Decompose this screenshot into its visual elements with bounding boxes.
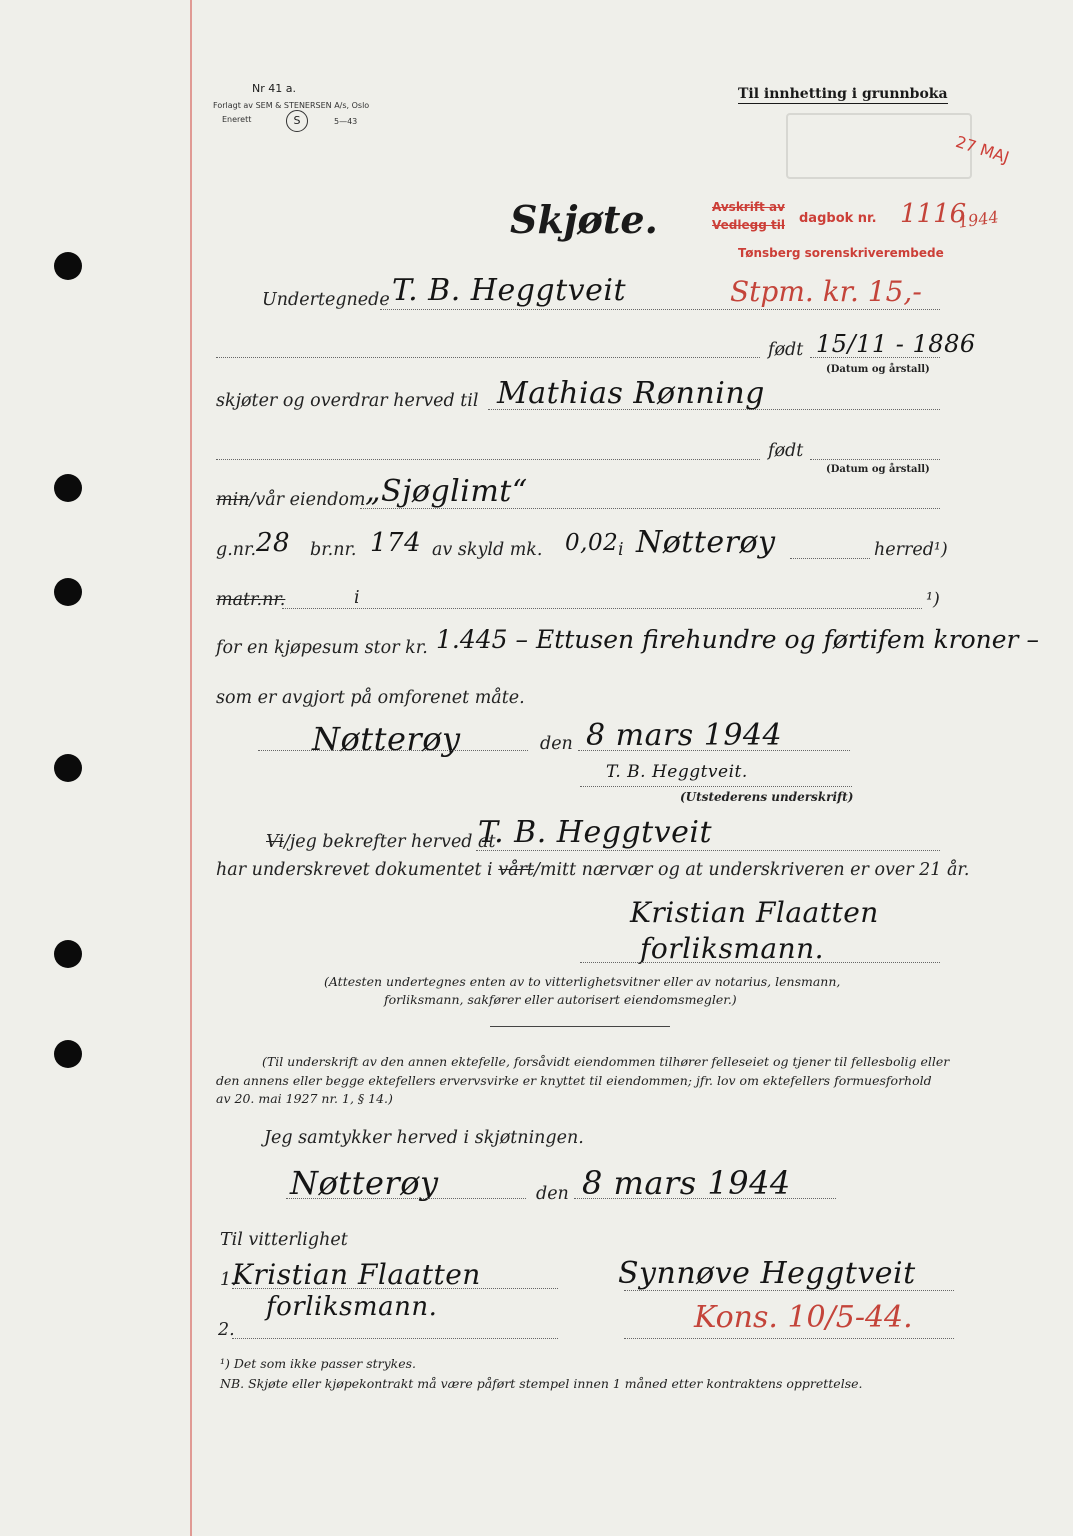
binder-hole (54, 1040, 82, 1068)
date-2: 8 mars 1944 (582, 1164, 791, 1202)
witness-1-name: Kristian Flaatten (232, 1258, 481, 1291)
binder-hole (54, 252, 82, 280)
dotted-line (232, 1288, 558, 1289)
witness-1-title: forliksmann. (266, 1292, 438, 1322)
avgjort-text: som er avgjort på omforenet måte. (216, 688, 525, 708)
dotted-line (580, 962, 940, 963)
binder-hole (54, 754, 82, 782)
dagbok-number: 1116 (900, 199, 967, 229)
footnote-2: NB. Skjøte eller kjøpekontrakt må være påført stempel innen 1 måned etter kontraktens opprettelse. (220, 1376, 863, 1391)
buyer-name: Mathias Rønning (497, 376, 765, 411)
dagbok-stamp-label: dagbok nr. (799, 211, 877, 226)
gnr-value: 28 (256, 528, 291, 558)
brnr-label: br.nr. (310, 540, 357, 560)
underskrevet-line (216, 860, 969, 880)
dagbok-stamp-line2: Vedlegg til (712, 218, 785, 232)
faded-stamp-box (786, 113, 972, 179)
stamp-fee: Stpm. kr. 15,- (730, 275, 922, 308)
dagbok-stamp-line1: Avskrift av (712, 200, 785, 214)
attest-note-2: forliksmann, sakfører eller autorisert eiendomsmegler.) (384, 992, 737, 1007)
herred-label: herred¹) (874, 540, 948, 560)
witness-signature-1: Kristian Flaatten (630, 896, 879, 929)
footnote-1: ¹) Det som ikke passer strykes. (220, 1356, 417, 1371)
dotted-line (216, 459, 760, 460)
brnr-value: 174 (370, 528, 422, 558)
skyld-value: 0,02 (565, 530, 619, 556)
skjoter-label: skjøter og overdrar herved til (216, 391, 479, 411)
vitterlighet-label: Til vitterlighet (220, 1230, 348, 1250)
form-number: Nr 41 a. (252, 82, 296, 95)
separator-rule (490, 1026, 670, 1027)
eiendom-struck: min (216, 490, 250, 510)
publisher-rights: Enerett (222, 115, 252, 124)
dagbok-year: 1944 (956, 207, 1000, 232)
spouse-note-3: av 20. mai 1927 nr. 1, § 14.) (216, 1091, 393, 1106)
dotted-line (258, 750, 528, 751)
dotted-line (286, 1198, 526, 1199)
samtykker-text: Jeg samtykker herved i skjøtningen. (264, 1128, 584, 1148)
matr-label: matr.nr. (216, 590, 286, 610)
property-name: „Sjøglimt“ (365, 474, 528, 509)
datum-caption: (Datum og årstall) (826, 464, 930, 475)
dotted-line (580, 786, 852, 787)
underskrevet-struck: vårt (498, 860, 534, 880)
matr-end: ¹) (926, 590, 940, 610)
publisher-logo: S (286, 110, 308, 132)
dotted-line (282, 608, 922, 609)
place-2: Nøtterøy (290, 1164, 439, 1202)
witness-2-label: 2. (218, 1320, 235, 1340)
spouse-note-2: den annens eller begge ektefellers ervervsvirke er knyttet til eiendommen; jfr. lov om ektefellers formuesforhold (216, 1073, 932, 1088)
dotted-line (790, 558, 870, 559)
dotted-line (624, 1290, 954, 1291)
den-label: den (536, 1184, 569, 1204)
dotted-line (476, 850, 940, 851)
bekrefter-struck: Vi (266, 832, 284, 852)
fodt-label: født (768, 441, 804, 461)
fodt-label: født (768, 340, 804, 360)
attest-note-1: (Attesten undertegnes enten av to vitterlighetsvitner eller av notarius, lensmann, (324, 974, 841, 989)
binder-hole (54, 940, 82, 968)
underskrevet-text-2: /mitt nærvær og at underskriveren er over 21 år. (533, 860, 970, 880)
gnr-label: g.nr. (216, 540, 257, 560)
undertegnede-label: Undertegnede (262, 290, 390, 310)
spouse-red-note: Kons. 10/5-44. (694, 1300, 913, 1335)
seller-caption: (Utstederens underskrift) (680, 790, 854, 804)
spouse-signature: Synnøve Heggtveit (618, 1256, 916, 1291)
i-label: i (618, 540, 624, 560)
bekrefter-text: /jeg bekrefter herved at (283, 832, 496, 852)
date-1: 8 mars 1944 (586, 718, 783, 753)
skyld-label: av skyld mk. (432, 540, 543, 560)
dotted-line (232, 1338, 558, 1339)
right-heading: Til innhetting i grunnboka (738, 86, 948, 102)
seller-birthdate: 15/11 - 1886 (816, 330, 976, 358)
den-label: den (540, 734, 573, 754)
seller-signature: T. B. Heggtveit. (606, 762, 748, 782)
underskrevet-text-1: har underskrevet dokumentet i (216, 860, 493, 880)
herred-value: Nøtterøy (636, 525, 776, 560)
publisher-line: Forlagt av SEM & STENERSEN A/s, Oslo (213, 101, 370, 110)
form-date: 5—43 (334, 117, 358, 126)
binder-hole (54, 474, 82, 502)
witness-1-label: 1. (220, 1270, 237, 1290)
datum-caption: (Datum og årstall) (826, 364, 930, 375)
witness-signature-2: forliksmann. (640, 932, 825, 965)
bekrefter-name: T. B. Heggtveit (478, 815, 713, 850)
kjopesum-label: for en kjøpesum stor kr. (216, 638, 428, 658)
date-stamp: 27 MAJ (953, 131, 1012, 168)
office-stamp: Tønsberg sorenskriverembede (738, 246, 944, 260)
bekrefter-label (266, 832, 496, 852)
eiendom-text: /vår eiendom (249, 490, 366, 510)
place-1: Nøtterøy (312, 720, 461, 758)
dotted-line (624, 1338, 954, 1339)
margin-line (190, 0, 192, 1536)
dotted-line (216, 357, 760, 358)
document-title: Skjøte. (510, 197, 658, 242)
eiendom-label (216, 490, 366, 510)
matr-i: i (354, 588, 360, 608)
binder-hole (54, 578, 82, 606)
kjopesum-value: 1.445 – Ettusen firehundre og førtifem kroner – (436, 625, 1039, 654)
dotted-line (810, 459, 940, 460)
spouse-note-1: (Til underskrift av den annen ektefelle, forsåvidt eiendommen tilhører felleseiet og tjener til fellesbolig eller (262, 1054, 950, 1069)
dotted-line (380, 309, 940, 310)
seller-name: T. B. Heggtveit (392, 273, 627, 308)
